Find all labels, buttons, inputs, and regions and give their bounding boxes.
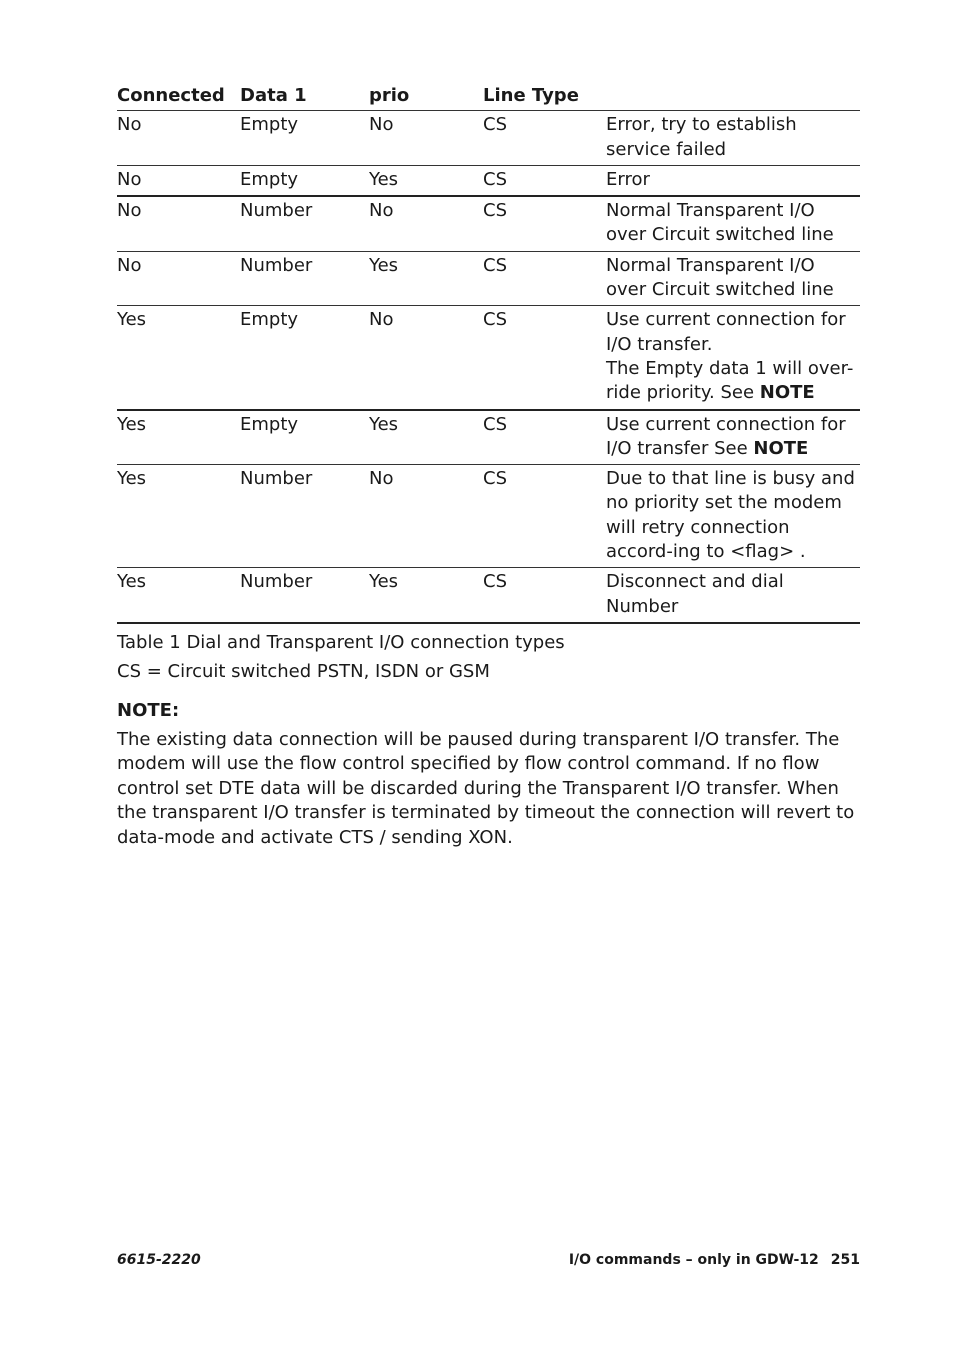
cell-data1: Number xyxy=(240,196,369,251)
cell-prio: Yes xyxy=(369,251,483,306)
cell-prio: No xyxy=(369,111,483,166)
page-number: 251 xyxy=(830,1252,860,1268)
cell-result: Normal Transparent I/O over Circuit switched line xyxy=(606,251,860,306)
cell-line-type: CS xyxy=(483,465,606,568)
cell-connected: Yes xyxy=(117,568,240,623)
table-row xyxy=(117,165,860,196)
document-page xyxy=(117,84,860,850)
table-row xyxy=(117,111,860,166)
cell-connected: Yes xyxy=(117,410,240,465)
cell-prio: No xyxy=(369,465,483,568)
table-row xyxy=(117,568,860,623)
cell-connected: No xyxy=(117,251,240,306)
table-row xyxy=(117,251,860,306)
cell-data1: Number xyxy=(240,465,369,568)
result-line-2: The Empty data 1 will over-ride priority. See NOTE xyxy=(606,357,854,404)
cell-result: Due to that line is busy and no priority set the modem will retry connection accord-ing to <flag> . xyxy=(606,465,860,568)
cell-connected: No xyxy=(117,165,240,196)
cell-data1: Empty xyxy=(240,111,369,166)
note-reference: NOTE xyxy=(759,382,815,404)
cell-line-type: CS xyxy=(483,410,606,465)
cell-result: Error, try to establish service failed xyxy=(606,111,860,166)
table-row xyxy=(117,465,860,568)
cell-line-type: CS xyxy=(483,306,606,410)
header-prio: prio xyxy=(369,84,483,111)
table-row xyxy=(117,196,860,251)
cell-result: Use current connection for I/O transfer See NOTE xyxy=(606,410,860,465)
cell-connected: No xyxy=(117,196,240,251)
cell-connected: No xyxy=(117,111,240,166)
cell-data1: Empty xyxy=(240,165,369,196)
cell-data1: Number xyxy=(240,568,369,623)
header-result xyxy=(606,84,860,111)
note-paragraph: The existing data connection will be paused during transparent I/O transfer. The modem will use the flow control specified by flow control command. If no flow control set DTE data will be discarded during the Transparent I/O transfer. When the transparent I/O transfer is terminated by timeout the connection will revert to data-mode and activate CTS / sending XON. xyxy=(117,728,855,848)
cell-connected: Yes xyxy=(117,465,240,568)
note-heading: NOTE: xyxy=(117,699,180,721)
cell-result: Error xyxy=(606,165,860,196)
cell-result: Disconnect and dial Number xyxy=(606,568,860,623)
cell-prio: No xyxy=(369,306,483,410)
cell-line-type: CS xyxy=(483,251,606,306)
table-legend: CS = Circuit switched PSTN, ISDN or GSM xyxy=(117,660,490,682)
cell-prio: No xyxy=(369,196,483,251)
header-data1: Data 1 xyxy=(240,84,369,111)
result-line-1: Use current connection for I/O transfer. xyxy=(606,309,846,355)
note-reference: NOTE xyxy=(753,437,809,459)
cell-prio: Yes xyxy=(369,410,483,465)
header-connected: Connected xyxy=(117,84,240,111)
cell-prio: Yes xyxy=(369,568,483,623)
cell-data1: Empty xyxy=(240,306,369,410)
cell-result xyxy=(606,306,860,410)
table-caption: Table 1 Dial and Transparent I/O connection types xyxy=(117,631,565,653)
document-number: 6615-2220 xyxy=(117,1252,201,1268)
cell-data1: Empty xyxy=(240,410,369,465)
table-row xyxy=(117,306,860,410)
table-row xyxy=(117,410,860,465)
footer-right xyxy=(569,1251,860,1269)
cell-prio: Yes xyxy=(369,165,483,196)
cell-line-type: CS xyxy=(483,165,606,196)
cell-connected: Yes xyxy=(117,306,240,410)
page-footer xyxy=(117,1251,860,1269)
cell-line-type: CS xyxy=(483,568,606,623)
connection-types-table xyxy=(117,84,860,624)
cell-result: Normal Transparent I/O over Circuit switched line xyxy=(606,196,860,251)
cell-line-type: CS xyxy=(483,111,606,166)
section-title: I/O commands – only in GDW-12 xyxy=(568,1252,819,1268)
table-header-row xyxy=(117,84,860,111)
header-line-type: Line Type xyxy=(483,84,606,111)
cell-line-type: CS xyxy=(483,196,606,251)
cell-data1: Number xyxy=(240,251,369,306)
